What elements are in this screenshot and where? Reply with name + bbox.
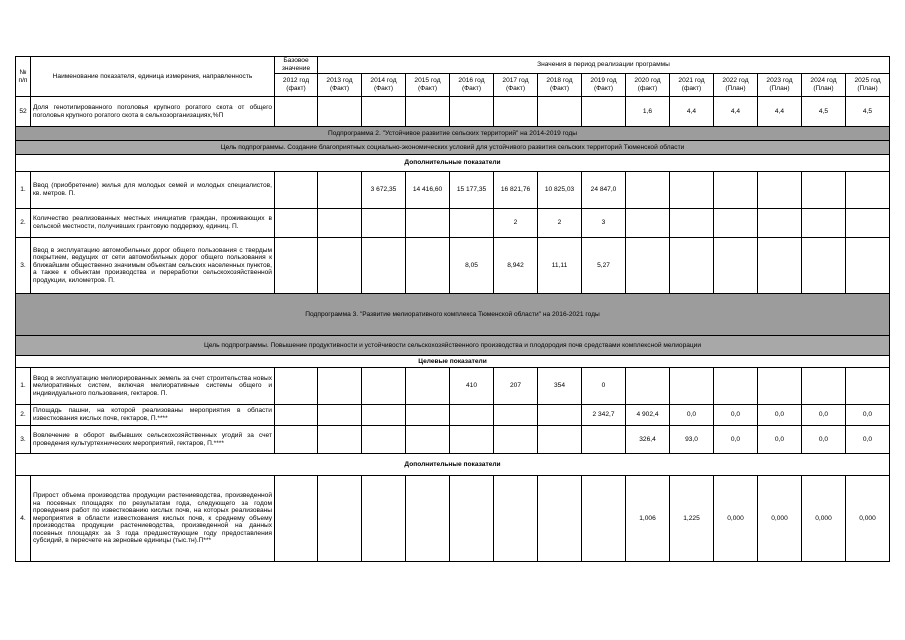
cell [626, 172, 670, 209]
row-name: Ввод в эксплуатацию автомобильных дорог общего пользования с твердым покрытием, ведущих от сети автомобильных дорог общего пользования к ближайшим общественно значимым объектам сельских населенных пунктов, а также к объектам производства и переработки сельскохозяйственной продукции, километров. П. [31, 238, 275, 294]
cell [758, 238, 802, 294]
cell [494, 405, 538, 426]
year-header: 2019 год (Факт) [582, 74, 626, 97]
cell [450, 97, 494, 127]
cell [626, 238, 670, 294]
cell [275, 476, 318, 562]
header-base: Базовое значение [275, 57, 318, 74]
cell [275, 426, 318, 454]
cell [275, 368, 318, 405]
cell [582, 97, 626, 127]
year-header: 2021 год (факт) [670, 74, 714, 97]
cell: 15 177,35 [450, 172, 494, 209]
cell [758, 172, 802, 209]
cell [406, 238, 450, 294]
cell [758, 209, 802, 238]
row-name: Доля генотипированного поголовья крупного рогатого скота от общего поголовья крупного рогатого скота в сельхозорганизациях,%П [31, 97, 275, 127]
table-row [16, 209, 890, 238]
cell: 0,0 [714, 405, 758, 426]
cell: 0,0 [802, 405, 846, 426]
cell [714, 209, 758, 238]
cell [846, 172, 890, 209]
cell [670, 238, 714, 294]
cell [670, 368, 714, 405]
cell [626, 368, 670, 405]
section-target: Целевые показатели [16, 356, 890, 368]
cell [362, 426, 406, 454]
cell [275, 97, 318, 127]
cell [362, 97, 406, 127]
cell [714, 368, 758, 405]
cell [318, 97, 362, 127]
section-additional: Дополнительные показатели [16, 155, 890, 172]
cell [362, 238, 406, 294]
row-num: 2. [16, 405, 31, 426]
table-row [16, 476, 890, 562]
cell [582, 426, 626, 454]
cell: 326,4 [626, 426, 670, 454]
cell: 5,27 [582, 238, 626, 294]
cell: 410 [450, 368, 494, 405]
cell: 4,4 [758, 97, 802, 127]
cell [670, 172, 714, 209]
cell [670, 209, 714, 238]
subprogram-3-goal: Цель подпрограммы. Повышение продуктивности и устойчивости сельскохозяйственного производства и плодородия почв средствами комплексной мелиорации [16, 336, 890, 356]
cell: 0,0 [802, 426, 846, 454]
cell [275, 209, 318, 238]
year-header: 2013 год (Факт) [318, 74, 362, 97]
cell [494, 476, 538, 562]
header-num: № п/п [16, 57, 31, 97]
cell [275, 238, 318, 294]
row-name: Количество реализованных местных инициатив граждан, проживающих в сельской местности, получивших грантовую поддержку, единиц. П. [31, 209, 275, 238]
table-row [16, 368, 890, 405]
cell [318, 405, 362, 426]
cell: 0,0 [846, 405, 890, 426]
table-row [16, 238, 890, 294]
cell: 2 [494, 209, 538, 238]
cell [450, 476, 494, 562]
row-num: 3. [16, 426, 31, 454]
cell [275, 172, 318, 209]
cell [846, 368, 890, 405]
cell [714, 238, 758, 294]
row-num: 3. [16, 238, 31, 294]
cell: 207 [494, 368, 538, 405]
cell [318, 426, 362, 454]
cell [362, 405, 406, 426]
cell: 0,0 [846, 426, 890, 454]
cell [538, 97, 582, 127]
cell: 4,4 [670, 97, 714, 127]
indicators-table [15, 56, 890, 562]
row-name: Прирост объема производства продукции растениеводства, произведенной на посевных площадях по результатам года, следующего за годом проведения работ по известкованию кислых почв, на которых реализованы мероприятия в области известкования кислых почв, к среднему объему производства продукции растениеводства, произведенной на данных посевных площадях за 3 года предшествующие году предоставления субсидий, в пересчете на зерновые единицы (тыс.тн).П*** [31, 476, 275, 562]
cell [406, 476, 450, 562]
cell: 2 342,7 [582, 405, 626, 426]
cell [846, 238, 890, 294]
year-header: 2024 год (План) [802, 74, 846, 97]
year-header: 2014 год (Факт) [362, 74, 406, 97]
cell: 4 902,4 [626, 405, 670, 426]
cell [406, 368, 450, 405]
row-num: 2. [16, 209, 31, 238]
cell [406, 405, 450, 426]
cell: 0,000 [846, 476, 890, 562]
table-row [16, 97, 890, 127]
year-header: 2018 год (Факт) [538, 74, 582, 97]
cell: 24 847,0 [582, 172, 626, 209]
cell: 0,000 [758, 476, 802, 562]
header-name: Наименование показателя, единица измерения, направленность [31, 57, 275, 97]
cell [494, 426, 538, 454]
cell [318, 238, 362, 294]
cell: 16 821,76 [494, 172, 538, 209]
row-num: 1. [16, 172, 31, 209]
cell [318, 172, 362, 209]
cell [714, 172, 758, 209]
year-header: 2022 год (План) [714, 74, 758, 97]
year-header: 2023 год (План) [758, 74, 802, 97]
subprogram-2-title: Подпрограмма 2. "Устойчивое развитие сельских территорий" на 2014-2019 годы [16, 127, 890, 141]
cell [450, 426, 494, 454]
cell [802, 209, 846, 238]
section-additional: Дополнительные показатели [16, 454, 890, 476]
cell: 354 [538, 368, 582, 405]
table-row [16, 426, 890, 454]
cell [318, 209, 362, 238]
cell: 8,942 [494, 238, 538, 294]
cell: 3 [582, 209, 626, 238]
cell: 0,000 [714, 476, 758, 562]
cell: 1,225 [670, 476, 714, 562]
row-name: Ввод (приобретение) жилья для молодых семей и молодых специалистов, кв. метров. П. [31, 172, 275, 209]
year-header: 2020 год (факт) [626, 74, 670, 97]
row-name: Вовлечение в оборот выбывших сельскохозяйственных угодий за счет проведения культуртехнических мероприятий, гектаров, П.**** [31, 426, 275, 454]
cell [538, 476, 582, 562]
cell [494, 97, 538, 127]
header-period: Значения в период реализации программы [318, 57, 890, 74]
cell: 0,0 [714, 426, 758, 454]
year-header: 2017 год (Факт) [494, 74, 538, 97]
row-num: 1. [16, 368, 31, 405]
cell: 4,4 [714, 97, 758, 127]
cell [318, 476, 362, 562]
cell [538, 405, 582, 426]
cell [758, 368, 802, 405]
cell: 93,0 [670, 426, 714, 454]
cell [802, 238, 846, 294]
subprogram-3-title: Подпрограмма 3. "Развитие мелиоративного комплекса Тюменской области" на 2016-2021 годы [16, 294, 890, 336]
row-num: 52 [16, 97, 31, 127]
table-row [16, 172, 890, 209]
cell: 4,5 [802, 97, 846, 127]
cell [802, 368, 846, 405]
cell [538, 426, 582, 454]
cell: 14 416,60 [406, 172, 450, 209]
cell [362, 209, 406, 238]
cell [362, 368, 406, 405]
cell [275, 405, 318, 426]
cell: 10 825,03 [538, 172, 582, 209]
cell: 2 [538, 209, 582, 238]
cell: 11,11 [538, 238, 582, 294]
year-header: 2025 год (План) [846, 74, 890, 97]
cell: 4,5 [846, 97, 890, 127]
table-row [16, 405, 890, 426]
cell [406, 97, 450, 127]
cell [582, 476, 626, 562]
cell [406, 426, 450, 454]
cell: 3 672,35 [362, 172, 406, 209]
cell [450, 405, 494, 426]
cell [318, 368, 362, 405]
cell: 0,000 [802, 476, 846, 562]
row-name: Ввод в эксплуатацию мелиорированных земель за счет строительства новых мелиоративных систем, включая мелиоративные системы общего и индивидуального пользования, гектаров. П. [31, 368, 275, 405]
cell: 8,05 [450, 238, 494, 294]
row-name: Площадь пашни, на которой реализованы мероприятия в области известкования кислых почв, гектаров, П.**** [31, 405, 275, 426]
cell [406, 209, 450, 238]
cell [626, 209, 670, 238]
subprogram-2-goal: Цель подпрограммы. Создание благоприятных социально-экономических условий для устойчивого развития сельских территорий Тюменской области [16, 141, 890, 155]
cell [362, 476, 406, 562]
cell: 1,6 [626, 97, 670, 127]
year-header: 2016 год (Факт) [450, 74, 494, 97]
year-header: 2012 год (факт) [275, 74, 318, 97]
cell: 0,0 [758, 405, 802, 426]
year-header: 2015 год (Факт) [406, 74, 450, 97]
cell [802, 172, 846, 209]
cell: 1,006 [626, 476, 670, 562]
row-num: 4. [16, 476, 31, 562]
cell: 0,0 [670, 405, 714, 426]
cell: 0 [582, 368, 626, 405]
cell [450, 209, 494, 238]
cell [846, 209, 890, 238]
cell: 0,0 [758, 426, 802, 454]
